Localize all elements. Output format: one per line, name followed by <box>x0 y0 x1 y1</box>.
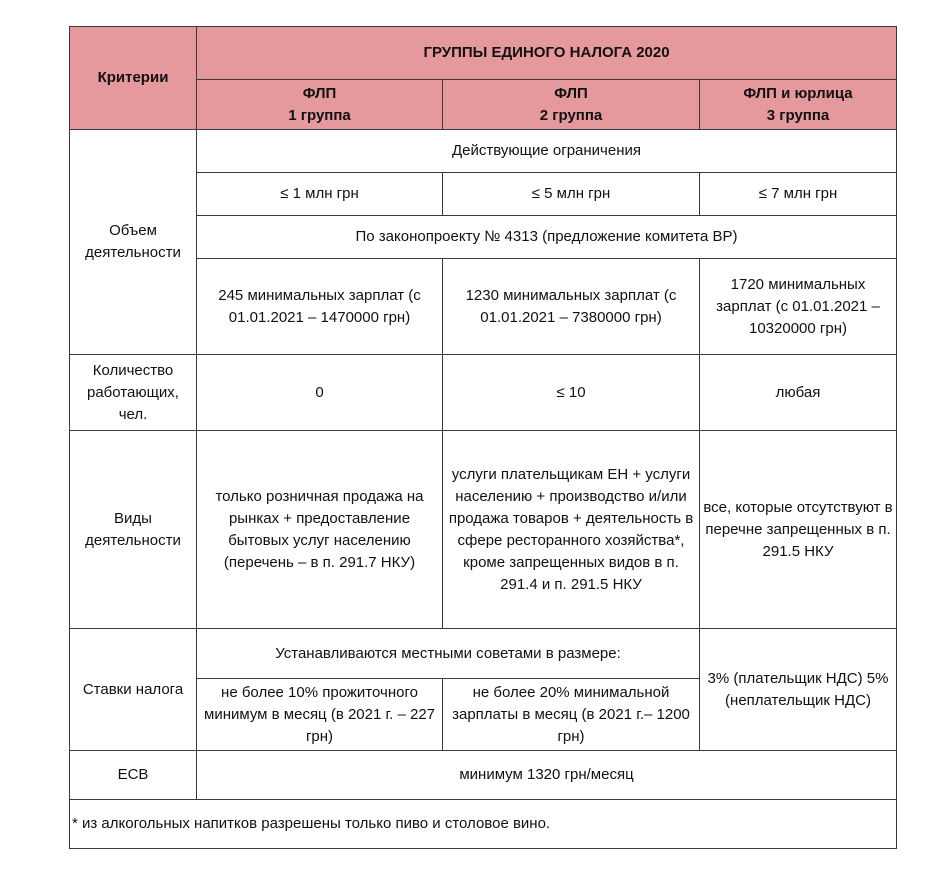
employees-group-2: ≤ 10 <box>443 355 700 431</box>
proposal-heading: По законопроекту № 4313 (предложение комитета ВР) <box>197 216 897 259</box>
group-2-number: 2 группа <box>539 106 603 124</box>
rates-group-2: не более 20% минимальной зарплаты в месяц (в 2021 г.– 1200 грн) <box>443 679 700 751</box>
activities-group-2: услуги плательщикам ЕН + услуги населению + производство и/или продажа товаров + деятельность в сфере ресторанного хозяйства*, кроме запрещенных видов в п. 291.4 и п. 291.5 НКУ <box>443 431 700 629</box>
current-limit-group-1: ≤ 1 млн грн <box>197 173 443 216</box>
group-3-number: 3 группа <box>766 106 830 124</box>
rates-label: Ставки налога <box>70 629 197 751</box>
rates-group-1: не более 10% прожиточного минимум в месяц (в 2021 г. – 227 грн) <box>197 679 443 751</box>
proposal-limit-group-2: 1230 минимальных зарплат (с 01.01.2021 – 7380000 грн) <box>443 259 700 355</box>
activities-group-1: только розничная продажа на рынках + предоставление бытовых услуг населению (перечень – в п. 291.7 НКУ) <box>197 431 443 629</box>
activities-group-3: все, которые отсутствуют в перечне запрещенных в п. 291.5 НКУ <box>700 431 897 629</box>
employees-group-3: любая <box>700 355 897 431</box>
proposal-limit-group-3: 1720 минимальных зарплат (с 01.01.2021 – 10320000 грн) <box>700 259 897 355</box>
tax-groups-table <box>69 26 897 849</box>
proposal-limit-group-1: 245 минимальных зарплат (с 01.01.2021 – 1470000 грн) <box>197 259 443 355</box>
esv-label: ЕСВ <box>70 751 197 800</box>
group-1-header <box>197 80 443 130</box>
group-2-header <box>443 80 700 130</box>
group-1-number: 1 группа <box>288 106 351 124</box>
current-limits-heading: Действующие ограничения <box>197 130 897 173</box>
group-3-name: ФЛП и юрлица <box>743 84 853 102</box>
volume-label: Объем деятельности <box>70 130 197 355</box>
group-3-header <box>700 80 897 130</box>
group-1-name: ФЛП <box>302 84 337 102</box>
footnote: * из алкогольных напитков разрешены только пиво и столовое вино. <box>70 800 897 849</box>
group-2-name: ФЛП <box>554 84 588 102</box>
current-limit-group-2: ≤ 5 млн грн <box>443 173 700 216</box>
employees-label: Количество работающих, чел. <box>70 355 197 431</box>
criteria-header: Критерии <box>70 27 197 130</box>
activities-label: Виды деятельности <box>70 431 197 629</box>
rates-group-3: 3% (плательщик НДС) 5% (неплательщик НДС) <box>700 629 897 751</box>
employees-group-1: 0 <box>197 355 443 431</box>
rates-local-heading: Устанавливаются местными советами в размере: <box>197 629 700 679</box>
table-title: ГРУППЫ ЕДИНОГО НАЛОГА 2020 <box>197 27 897 80</box>
esv-value: минимум 1320 грн/месяц <box>197 751 897 800</box>
current-limit-group-3: ≤ 7 млн грн <box>700 173 897 216</box>
